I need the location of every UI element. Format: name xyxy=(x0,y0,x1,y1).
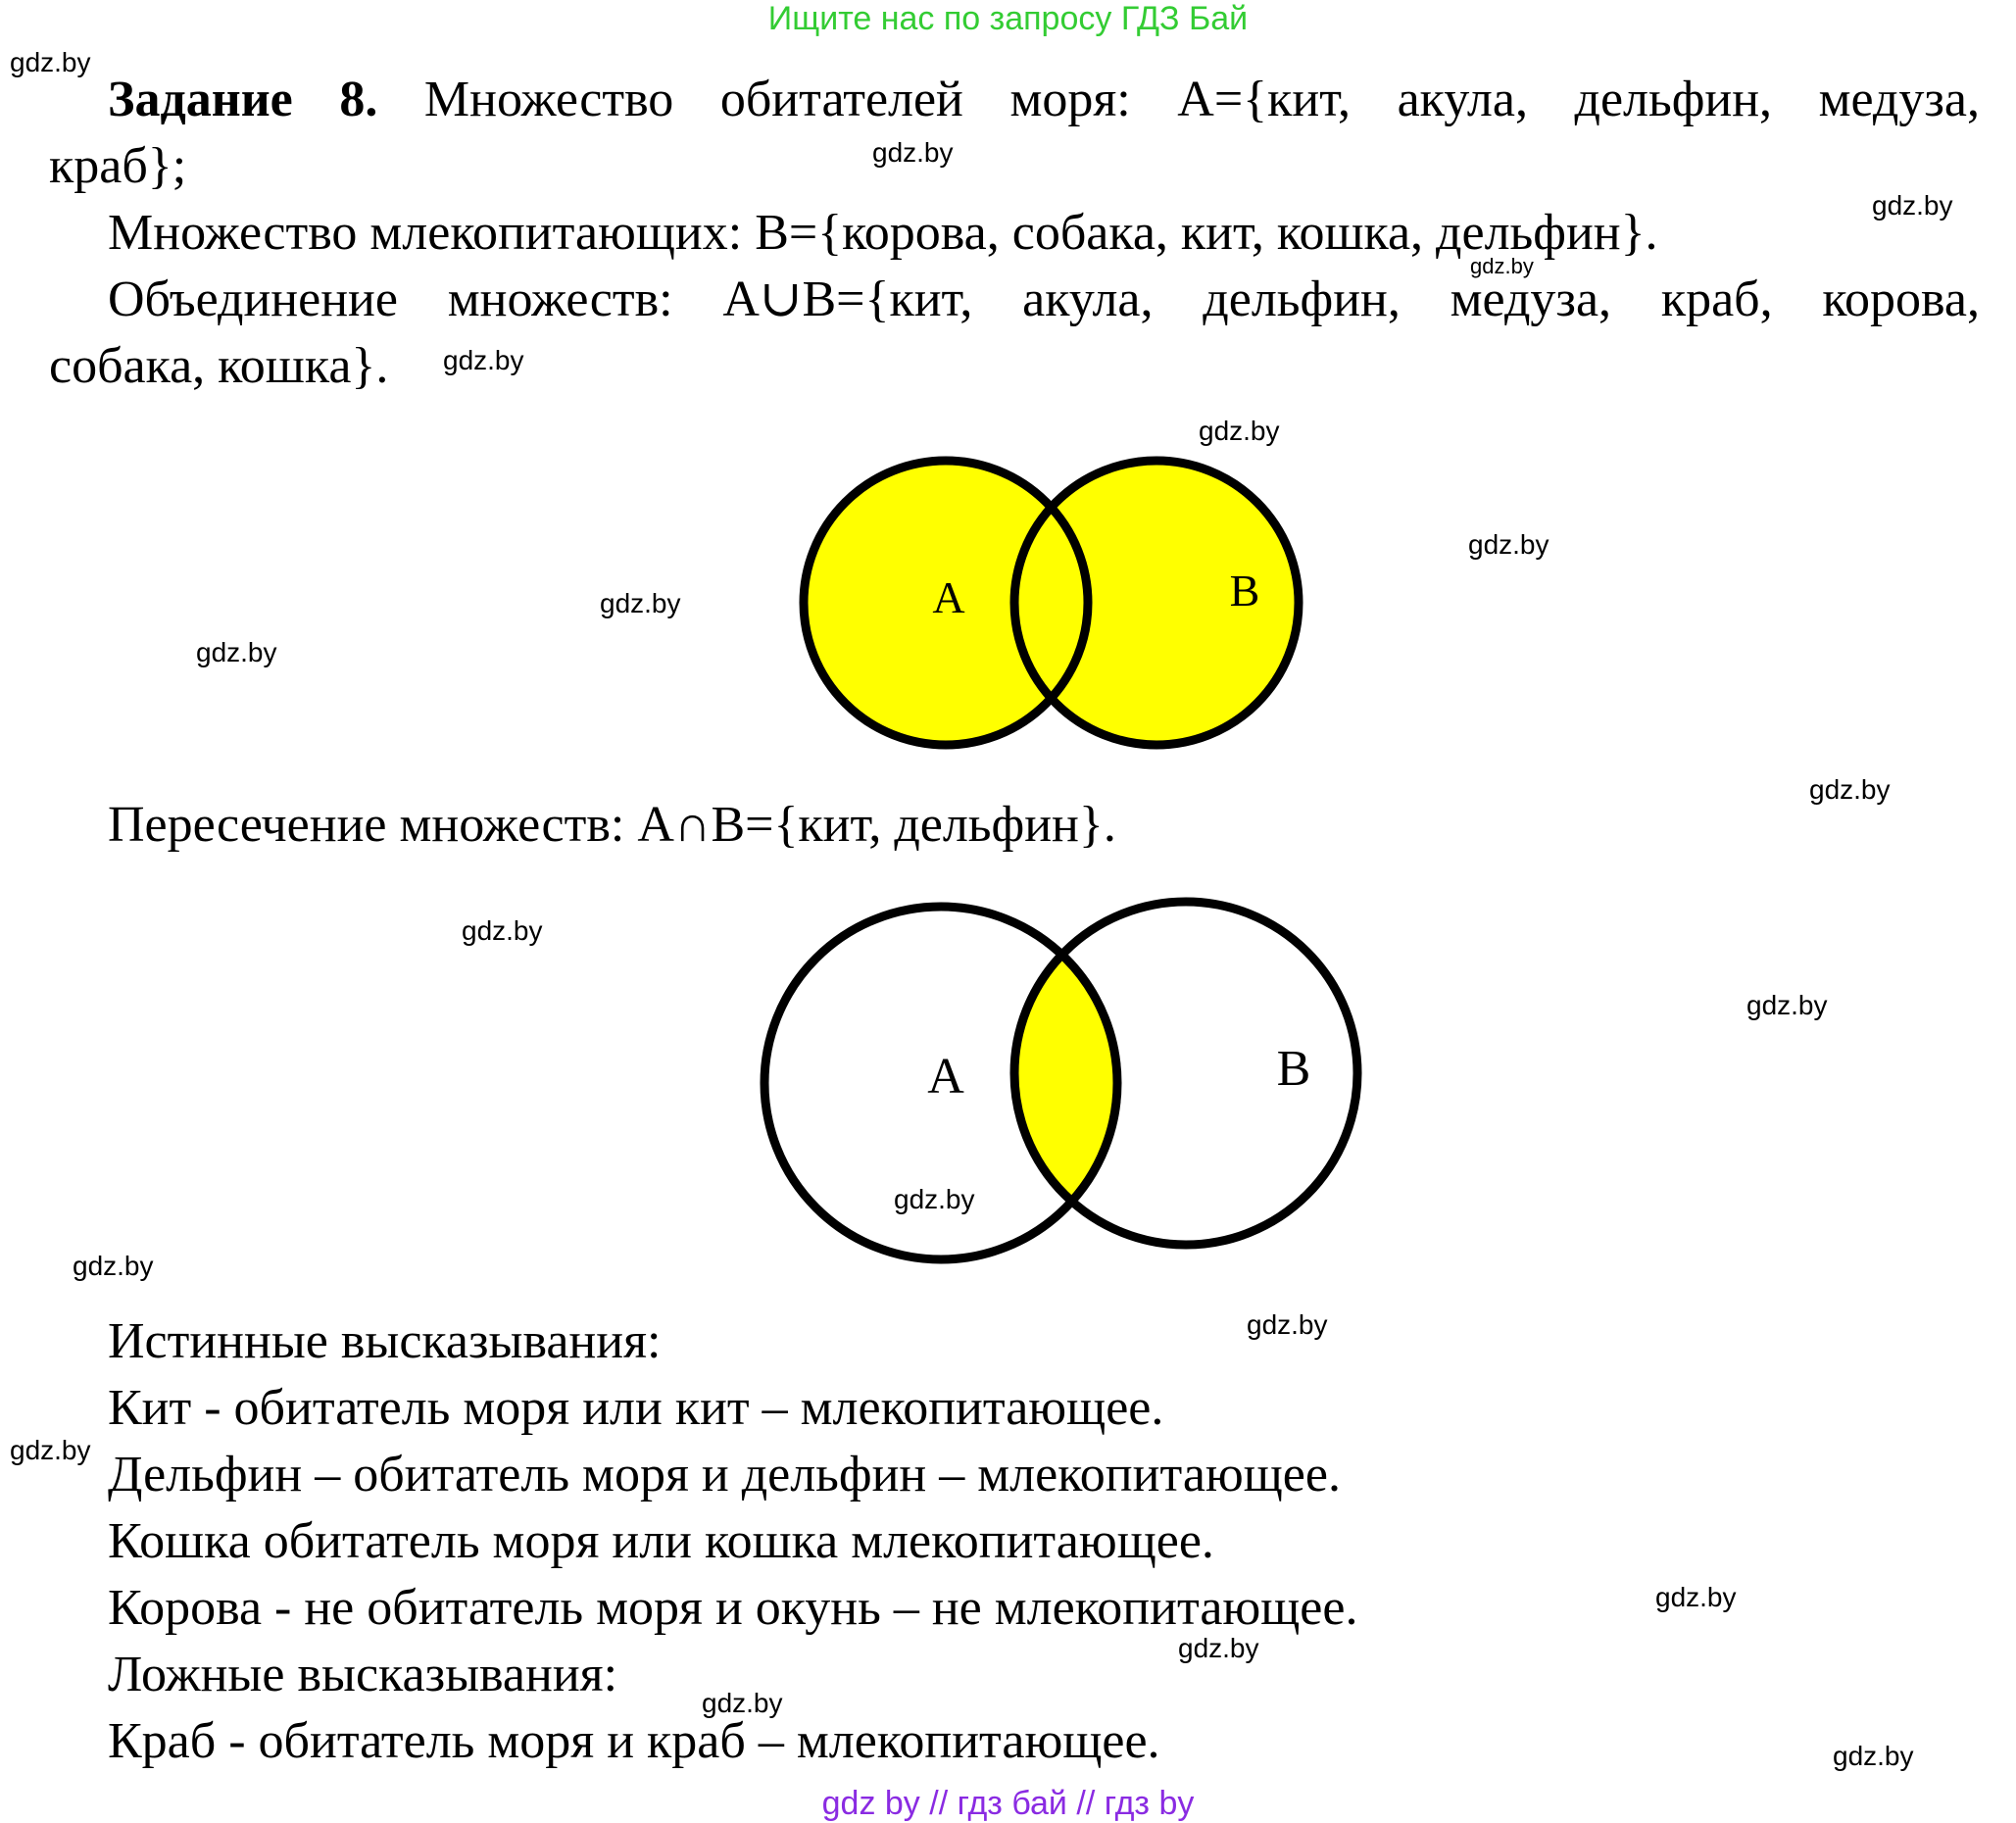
search-hint-banner: Ищите нас по запросу ГДЗ Бай xyxy=(767,0,1249,37)
venn-intersection-diagram xyxy=(745,897,1392,1269)
venn-union-label-b: B xyxy=(1229,566,1260,616)
watermark: gdz.by xyxy=(1872,190,1953,221)
true-statement-4: Корова - не обитатель моря и окунь – не млекопитающее. xyxy=(108,1580,1358,1636)
venn-union-label-a: A xyxy=(932,572,965,622)
set-b: Множество млекопитающих: B={корова, собака, кит, кошка, дельфин}. xyxy=(108,205,1658,261)
watermark: gdz.by xyxy=(1247,1309,1328,1340)
watermark: gdz.by xyxy=(1655,1582,1737,1612)
set-a-text: Множество обитателей моря: A={кит, акула, дельфин, медуза, xyxy=(377,72,1980,127)
venn-intersection-label-b: B xyxy=(1276,1041,1311,1097)
watermark: gdz.by xyxy=(872,137,954,168)
true-statement-2: Дельфин – обитатель моря и дельфин – млекопитающее. xyxy=(108,1447,1341,1503)
watermark: gdz.by xyxy=(1833,1741,1914,1771)
watermark: gdz.by xyxy=(1199,416,1280,446)
watermark: gdz.by xyxy=(443,345,524,375)
true-statement-3: Кошка обитатель моря или кошка млекопитающее. xyxy=(108,1513,1214,1569)
watermark: gdz.by xyxy=(73,1251,154,1281)
watermark: gdz.by xyxy=(894,1184,975,1214)
task-title: Задание 8. xyxy=(108,72,378,127)
watermark: gdz.by xyxy=(462,915,543,946)
intersection-line: Пересечение множеств: A∩B={кит, дельфин}. xyxy=(108,797,1116,853)
watermark: gdz.by xyxy=(10,1435,91,1465)
venn-intersection-label-a: A xyxy=(927,1049,964,1105)
watermark: gdz.by xyxy=(1178,1633,1259,1663)
watermark: gdz.by xyxy=(10,47,91,77)
false-heading: Ложные высказывания: xyxy=(108,1647,618,1702)
watermark: gdz.by xyxy=(1468,529,1549,560)
footer-links: gdz by // гдз бай // гдз by xyxy=(821,1785,1195,1822)
false-statement-1: Краб - обитатель моря и краб – млекопитающее. xyxy=(108,1713,1160,1769)
watermark: gdz.by xyxy=(1809,774,1891,805)
watermark: gdz.by xyxy=(600,588,681,618)
venn-union-diagram xyxy=(784,441,1333,764)
watermark: gdz.by xyxy=(1470,254,1534,278)
union-line2: собака, кошка}. xyxy=(49,338,389,394)
watermark: gdz.by xyxy=(702,1688,783,1718)
watermark: gdz.by xyxy=(196,637,277,667)
watermark: gdz.by xyxy=(1746,990,1828,1020)
true-statement-1: Кит - обитатель моря или кит – млекопитающее. xyxy=(108,1380,1164,1436)
true-heading: Истинные высказывания: xyxy=(108,1313,662,1369)
set-a-line1 xyxy=(108,67,1980,133)
union-line1: Объединение множеств: A∪B={кит, акула, дельфин, медуза, краб, корова, xyxy=(108,271,1980,327)
set-a-line2: краб}; xyxy=(49,138,187,194)
